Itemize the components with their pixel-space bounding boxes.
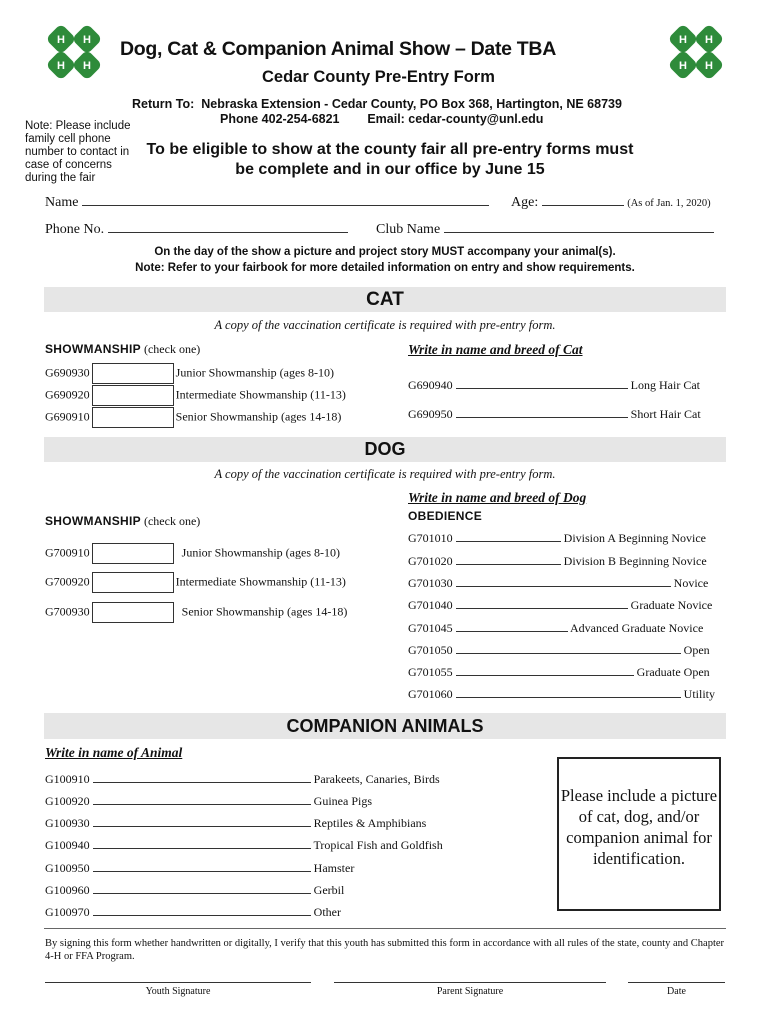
dog-vaccination-note: A copy of the vaccination certificate is required with pre-entry form. bbox=[214, 467, 556, 481]
club-row: Club Name bbox=[376, 218, 714, 238]
dog-entry-field[interactable] bbox=[456, 553, 561, 565]
4h-clover-logo-right-icon bbox=[668, 24, 724, 80]
dog-entry-field[interactable] bbox=[456, 530, 561, 542]
phone-row: Phone No. bbox=[45, 218, 348, 238]
obedience-row: G701050 Open bbox=[408, 643, 710, 657]
4h-clover-logo-left-icon bbox=[46, 24, 102, 80]
dog-entry-field[interactable] bbox=[456, 642, 681, 654]
companion-entry-field[interactable] bbox=[93, 904, 311, 916]
phone-note: Note: Please include family cell phone number to contact in case of concerns during the fair bbox=[25, 120, 131, 184]
age-row: Age: (As of Jan. 1, 2020) bbox=[511, 191, 711, 211]
dog-entry-field[interactable] bbox=[456, 575, 671, 587]
cat-write-title: Write in name and breed of Cat bbox=[408, 342, 583, 357]
companion-row: G100940 Tropical Fish and Goldfish bbox=[45, 838, 443, 852]
companion-row: G100960 Gerbil bbox=[45, 883, 345, 897]
cat-showmanship-row: G690930 Junior Showmanship (ages 8-10) bbox=[45, 363, 334, 384]
companion-entry-field[interactable] bbox=[93, 837, 311, 849]
club-field[interactable] bbox=[444, 218, 714, 233]
companion-row: G100920 Guinea Pigs bbox=[45, 794, 373, 808]
companion-entry-field[interactable] bbox=[93, 882, 311, 894]
obedience-header: OBEDIENCE bbox=[408, 509, 483, 523]
svg-text:H: H bbox=[83, 34, 91, 46]
dog-section-heading: DOG bbox=[44, 437, 726, 462]
svg-text:H: H bbox=[705, 60, 713, 72]
dog-showmanship-row: G700910 Junior Showmanship (ages 8-10) bbox=[45, 543, 340, 564]
companion-row: G100950 Hamster bbox=[45, 861, 355, 875]
checkbox[interactable] bbox=[92, 363, 174, 384]
obedience-row: G701020 Division B Beginning Novice bbox=[408, 554, 707, 568]
date-line[interactable]: Date bbox=[628, 982, 725, 997]
youth-signature-line[interactable]: Youth Signature bbox=[45, 982, 311, 997]
svg-text:H: H bbox=[679, 34, 687, 46]
dog-entry-field[interactable] bbox=[456, 664, 634, 676]
cat-class-row: G690950 Short Hair Cat bbox=[408, 407, 701, 421]
cat-entry-field[interactable] bbox=[456, 377, 628, 389]
companion-row: G100910 Parakeets, Canaries, Birds bbox=[45, 772, 440, 786]
page-title: Dog, Cat & Companion Animal Show – Date TBA bbox=[120, 38, 556, 60]
svg-text:H: H bbox=[57, 34, 65, 46]
divider bbox=[44, 928, 726, 929]
obedience-row: G701060 Utility bbox=[408, 687, 716, 701]
cat-showmanship-row: G690920 Intermediate Showmanship (11-13) bbox=[45, 385, 346, 406]
obedience-row: G701010 Division A Beginning Novice bbox=[408, 531, 707, 545]
form-subtitle: Cedar County Pre-Entry Form bbox=[262, 68, 495, 86]
signature-statement: By signing this form whether handwritten or digitally, I verify that this youth has submitted this form in accordance with all rules of the state, county and Chapter 4-H or FFA Program. bbox=[45, 938, 725, 962]
svg-text:H: H bbox=[57, 60, 65, 72]
companion-entry-field[interactable] bbox=[93, 793, 311, 805]
checkbox[interactable] bbox=[92, 572, 174, 593]
companion-entry-field[interactable] bbox=[93, 815, 311, 827]
checkbox[interactable] bbox=[92, 543, 174, 564]
picture-reminder-box: Please include a picture of cat, dog, and/or companion animal for identification. bbox=[557, 757, 721, 911]
obedience-row: G701030 Novice bbox=[408, 576, 709, 590]
phone-field[interactable] bbox=[108, 218, 348, 233]
dog-showmanship-row: G700930 Senior Showmanship (ages 14-18) bbox=[45, 602, 347, 623]
age-field[interactable] bbox=[542, 191, 624, 206]
dog-entry-field[interactable] bbox=[456, 597, 628, 609]
cat-vaccination-note: A copy of the vaccination certificate is required with pre-entry form. bbox=[214, 318, 556, 332]
fairbook-notice: Note: Refer to your fairbook for more detailed information on entry and show requirements. bbox=[135, 262, 635, 274]
companion-section-heading: COMPANION ANIMALS bbox=[44, 713, 726, 739]
dog-showmanship-row: G700920 Intermediate Showmanship (11-13) bbox=[45, 572, 346, 593]
companion-entry-field[interactable] bbox=[93, 771, 311, 783]
parent-signature-line[interactable]: Parent Signature bbox=[334, 982, 606, 997]
companion-row: G100970 Other bbox=[45, 905, 341, 919]
cat-section-heading: CAT bbox=[44, 287, 726, 312]
dog-entry-field[interactable] bbox=[456, 686, 681, 698]
show-day-notice: On the day of the show a picture and project story MUST accompany your animal(s). bbox=[154, 246, 616, 258]
dog-showmanship-header: SHOWMANSHIP (check one) bbox=[45, 514, 201, 528]
svg-text:H: H bbox=[83, 60, 91, 72]
obedience-row: G701045 Advanced Graduate Novice bbox=[408, 621, 704, 635]
obedience-row: G701055 Graduate Open bbox=[408, 665, 710, 679]
cat-showmanship-header: SHOWMANSHIP (check one) bbox=[45, 342, 201, 356]
eligibility-notice: To be eligible to show at the county fair all pre-entry forms must be complete and in our office by June 15 bbox=[146, 141, 634, 178]
dog-entry-field[interactable] bbox=[456, 620, 568, 632]
companion-write-title: Write in name of Animal bbox=[45, 745, 183, 760]
svg-text:H: H bbox=[679, 60, 687, 72]
checkbox[interactable] bbox=[92, 407, 174, 428]
cat-showmanship-row: G690910 Senior Showmanship (ages 14-18) bbox=[45, 407, 341, 428]
name-row: Name bbox=[45, 191, 489, 211]
contact-line: Phone 402-254-6821 Email: cedar-county@unl.edu bbox=[220, 112, 544, 126]
return-address: Return To: Nebraska Extension - Cedar County, PO Box 368, Hartington, NE 68739 bbox=[132, 97, 622, 111]
name-field[interactable] bbox=[82, 191, 489, 206]
checkbox[interactable] bbox=[92, 385, 174, 406]
svg-text:H: H bbox=[705, 34, 713, 46]
cat-class-row: G690940 Long Hair Cat bbox=[408, 378, 700, 392]
dog-write-title: Write in name and breed of Dog bbox=[408, 490, 587, 505]
cat-entry-field[interactable] bbox=[456, 406, 628, 418]
companion-entry-field[interactable] bbox=[93, 860, 311, 872]
obedience-row: G701040 Graduate Novice bbox=[408, 598, 713, 612]
checkbox[interactable] bbox=[92, 602, 174, 623]
companion-row: G100930 Reptiles & Amphibians bbox=[45, 816, 427, 830]
